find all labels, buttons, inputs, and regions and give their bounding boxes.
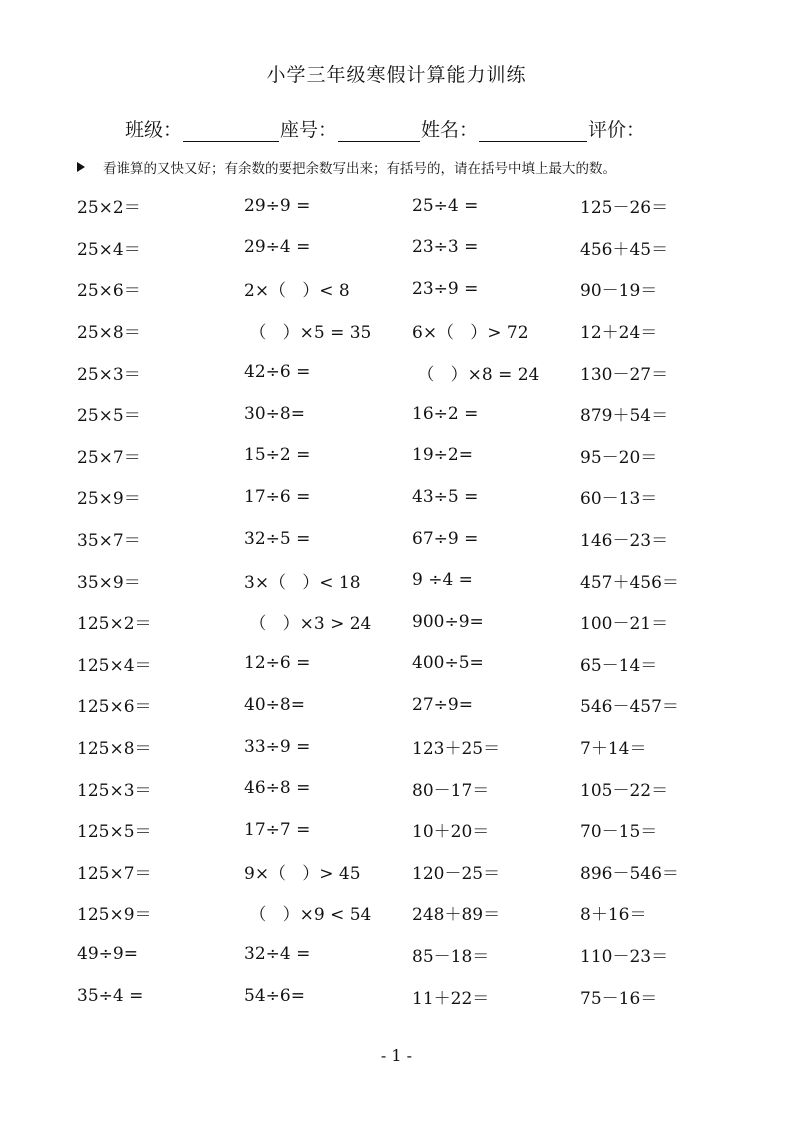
bullet-arrow-icon <box>77 162 85 172</box>
problem-cell: 400÷5= <box>412 653 484 674</box>
problem-grid <box>77 185 757 1017</box>
problem-cell: 35×7＝ <box>77 531 141 552</box>
evaluation-label: 评价： <box>588 119 646 141</box>
problem-cell: 33÷9 = <box>244 736 311 757</box>
problem-cell: 12＋24＝ <box>580 323 658 344</box>
problem-cell: 70－15＝ <box>580 822 658 843</box>
problem-cell: 125×9＝ <box>77 905 152 926</box>
problem-cell: 100－21＝ <box>580 614 669 635</box>
problem-row <box>77 268 757 310</box>
problem-row <box>77 767 757 809</box>
name-label: 姓名： <box>421 119 479 141</box>
seat-blank[interactable] <box>338 117 420 142</box>
problem-row <box>77 726 757 768</box>
problem-cell: 54÷6= <box>244 986 305 1007</box>
problem-cell: 29÷4 = <box>244 237 311 258</box>
problem-cell: 29÷9 = <box>244 195 311 216</box>
problem-cell: 49÷9= <box>77 944 138 965</box>
problem-row <box>77 684 757 726</box>
problem-cell: 10＋20＝ <box>412 822 490 843</box>
seat-label: 座号： <box>280 119 338 141</box>
problem-cell: 85－18＝ <box>412 946 490 967</box>
problem-cell: 105－22＝ <box>580 780 669 801</box>
problem-cell: 23÷9 = <box>412 278 479 299</box>
problem-cell: 12÷6 = <box>244 653 311 674</box>
problem-cell: 8＋16＝ <box>580 905 647 926</box>
problem-row <box>77 227 757 269</box>
problem-cell: 3×（ ）< 18 <box>244 572 361 593</box>
problem-cell: 17÷6 = <box>244 486 311 507</box>
problem-row <box>77 185 757 227</box>
problem-cell: 125×3＝ <box>77 780 152 801</box>
problem-row <box>77 892 757 934</box>
problem-cell: 130－27＝ <box>580 364 669 385</box>
problem-cell: 120－25＝ <box>412 863 501 884</box>
instruction-line <box>77 157 616 177</box>
student-info-row <box>125 112 645 142</box>
problem-cell: 900÷9= <box>412 611 484 632</box>
problem-row <box>77 435 757 477</box>
problem-cell: 25×8＝ <box>77 323 141 344</box>
problem-cell: 25×5＝ <box>77 406 141 427</box>
problem-cell: 30÷8= <box>244 403 305 424</box>
problem-cell: 25÷4 = <box>412 195 479 216</box>
problem-cell: （ ）×8 = 24 <box>412 364 540 385</box>
problem-cell: 125×2＝ <box>77 614 152 635</box>
problem-cell: 80－17＝ <box>412 780 490 801</box>
problem-row <box>77 393 757 435</box>
problem-cell: 456＋45＝ <box>580 239 669 260</box>
problem-row <box>77 934 757 976</box>
problem-cell: 25×2＝ <box>77 198 141 219</box>
problem-cell: （ ）×9 < 54 <box>244 905 372 926</box>
problem-cell: （ ）×3 > 24 <box>244 614 372 635</box>
problem-row <box>77 975 757 1017</box>
problem-row <box>77 851 757 893</box>
problem-cell: 125×7＝ <box>77 863 152 884</box>
problem-cell: 27÷9= <box>412 694 473 715</box>
problem-cell: 7＋14＝ <box>580 739 647 760</box>
problem-row <box>77 559 757 601</box>
page-number: - 1 - <box>380 1046 413 1065</box>
problem-cell: 95－20＝ <box>580 447 658 468</box>
problem-cell: 90－19＝ <box>580 281 658 302</box>
problem-cell: 32÷5 = <box>244 528 311 549</box>
class-blank[interactable] <box>183 117 279 142</box>
problem-cell: 75－16＝ <box>580 988 658 1009</box>
problem-cell: 248＋89＝ <box>412 905 501 926</box>
problem-cell: 60－13＝ <box>580 489 658 510</box>
problem-cell: 125×6＝ <box>77 697 152 718</box>
problem-cell: 2×（ ）< 8 <box>244 281 350 302</box>
problem-cell: 19÷2= <box>412 445 473 466</box>
problem-cell: 17÷7 = <box>244 819 311 840</box>
problem-cell: 46÷8 = <box>244 778 311 799</box>
name-blank[interactable] <box>479 117 587 142</box>
problem-cell: 35×9＝ <box>77 572 141 593</box>
problem-cell: 125－26＝ <box>580 198 669 219</box>
problem-row <box>77 310 757 352</box>
problem-row <box>77 518 757 560</box>
problem-row <box>77 601 757 643</box>
problem-row <box>77 809 757 851</box>
problem-cell: 896－546＝ <box>580 863 679 884</box>
problem-cell: （ ）×5 = 35 <box>244 323 372 344</box>
problem-cell: 546－457＝ <box>580 697 679 718</box>
problem-cell: 35÷4 = <box>77 986 144 1007</box>
problem-cell: 67÷9 = <box>412 528 479 549</box>
problem-cell: 110－23＝ <box>580 946 669 967</box>
problem-cell: 9 ÷4 = <box>412 570 473 591</box>
problem-cell: 25×9＝ <box>77 489 141 510</box>
problem-row <box>77 476 757 518</box>
problem-cell: 40÷8= <box>244 694 305 715</box>
problem-row <box>77 351 757 393</box>
problem-cell: 16÷2 = <box>412 403 479 424</box>
problem-cell: 32÷4 = <box>244 944 311 965</box>
problem-cell: 125×8＝ <box>77 739 152 760</box>
class-label: 班级： <box>125 119 183 141</box>
problem-cell: 25×6＝ <box>77 281 141 302</box>
page-title: 小学三年级寒假计算能力训练 <box>266 64 527 86</box>
problem-cell: 25×4＝ <box>77 239 141 260</box>
problem-cell: 25×3＝ <box>77 364 141 385</box>
problem-cell: 43÷5 = <box>412 486 479 507</box>
instruction-text: 看谁算的又快又好；有余数的要把余数写出来；有括号的，请在括号中填上最大的数。 <box>103 161 616 177</box>
problem-cell: 457＋456＝ <box>580 572 679 593</box>
problem-cell: 879＋54＝ <box>580 406 669 427</box>
problem-cell: 9×（ ）> 45 <box>244 863 361 884</box>
problem-cell: 15÷2 = <box>244 445 311 466</box>
problem-cell: 65－14＝ <box>580 655 658 676</box>
problem-cell: 146－23＝ <box>580 531 669 552</box>
problem-cell: 11＋22＝ <box>412 988 490 1009</box>
problem-row <box>77 643 757 685</box>
problem-cell: 42÷6 = <box>244 362 311 383</box>
problem-cell: 125×5＝ <box>77 822 152 843</box>
problem-cell: 6×（ ）> 72 <box>412 323 529 344</box>
problem-cell: 125×4＝ <box>77 655 152 676</box>
problem-cell: 123＋25＝ <box>412 739 501 760</box>
problem-cell: 25×7＝ <box>77 447 141 468</box>
problem-cell: 23÷3 = <box>412 237 479 258</box>
